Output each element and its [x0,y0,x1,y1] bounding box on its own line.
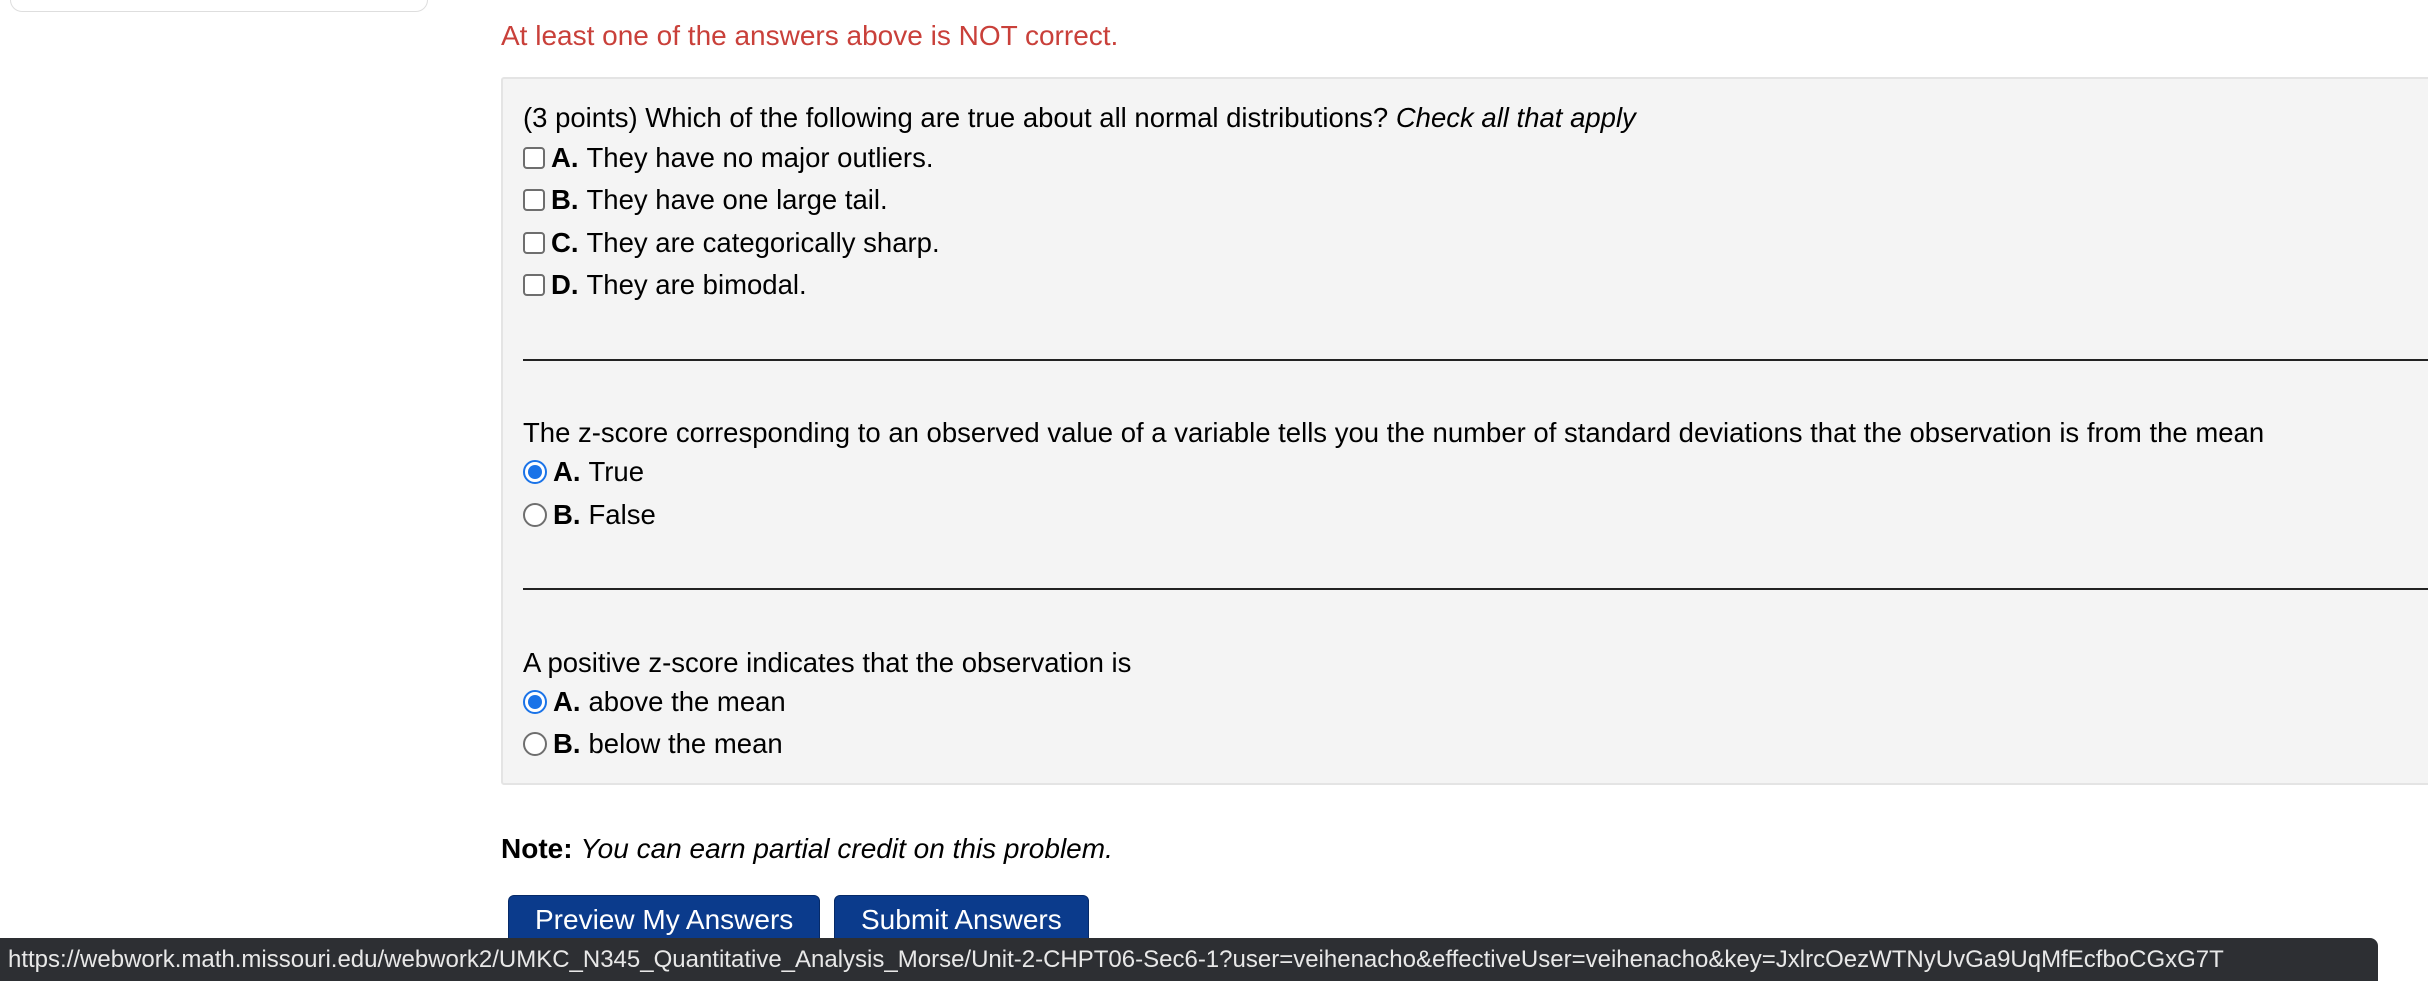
q3-option-b[interactable]: B. below the mean [523,727,783,761]
problem-panel [501,77,2428,785]
preview-answers-button[interactable]: Preview My Answers [508,895,820,945]
radio-button[interactable] [523,503,547,527]
q1-option-b[interactable]: B. They have one large tail. [523,183,888,217]
question-1-instruction: Check all that apply [1395,102,1636,133]
radio-button[interactable] [523,732,547,756]
question-3-prompt: A positive z-score indicates that the observation is [523,647,1132,678]
answer-status-message: At least one of the answers above is NOT correct. [501,20,1119,51]
q1-option-d[interactable]: D. They are bimodal. [523,268,807,302]
browser-status-bar-url: https://webwork.math.missouri.edu/webwork2/UMKC_N345_Quantitative_Analysis_Morse/Unit-2-CHPT06-Sec6-1?user=veihenacho&effectiveUser=veihenacho&key=JxlrcOezWTNyUvGa9UqMfEcfboCGxG7T [0,938,2378,981]
checkbox[interactable] [523,274,545,296]
question-2-prompt: The z-score corresponding to an observed value of a variable tells you the number of standard deviations that the observation is from the mean [523,417,2265,448]
radio-button-selected[interactable] [523,460,547,484]
sidebar-panel [10,0,428,12]
q1-option-a[interactable]: A. They have no major outliers. [523,141,933,175]
q3-option-a[interactable]: A. above the mean [523,685,786,719]
checkbox[interactable] [523,189,545,211]
question-divider [523,588,2428,590]
q1-option-c[interactable]: C. They are categorically sharp. [523,226,940,260]
question-1-prompt: (3 points) Which of the following are true about all normal distributions? Check all that apply [523,102,1636,133]
radio-button-selected[interactable] [523,690,547,714]
partial-credit-note: Note: You can earn partial credit on this problem. [501,833,1113,864]
question-divider [523,359,2428,361]
checkbox[interactable] [523,147,545,169]
q2-option-b[interactable]: B. False [523,498,656,532]
q2-option-a[interactable]: A. True [523,455,644,489]
submit-answers-button[interactable]: Submit Answers [834,895,1089,945]
checkbox[interactable] [523,232,545,254]
